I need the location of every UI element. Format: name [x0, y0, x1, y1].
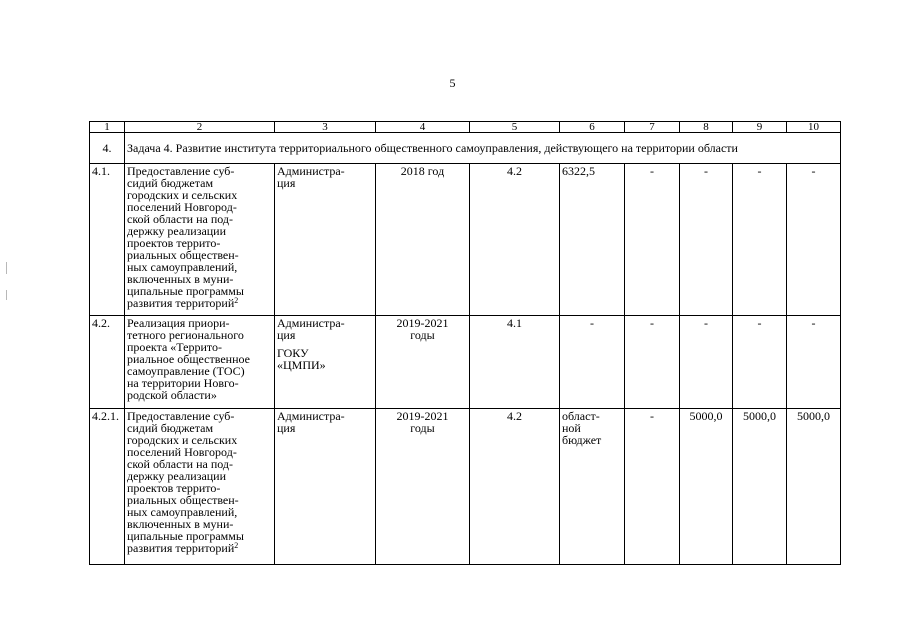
- column-header: 4: [376, 122, 470, 133]
- column-numbers-row: [90, 122, 841, 133]
- row-number: 4.2.1.: [90, 409, 125, 565]
- margin-mark: [6, 262, 7, 274]
- value-cell-10: -: [787, 316, 841, 409]
- indicator-cell: 4.2: [470, 164, 560, 316]
- row-number: 4.2.: [90, 316, 125, 409]
- executor: ГОКУ «ЦМПИ»: [277, 346, 326, 372]
- column-header: 1: [90, 122, 125, 133]
- period-cell: 2019-2021 годы: [376, 316, 470, 409]
- table-row: [90, 316, 841, 409]
- activity-name: [125, 316, 275, 409]
- source-cell: -: [560, 316, 625, 409]
- value-cell-9: -: [733, 164, 787, 316]
- value-cell-7: -: [625, 409, 680, 565]
- source-cell: 6322,5: [560, 164, 625, 316]
- value-cell-8: 5000,0: [680, 409, 733, 565]
- footnote-mark: 2: [234, 296, 239, 305]
- column-header: 2: [125, 122, 275, 133]
- period-cell: 2019-2021 годы: [376, 409, 470, 565]
- activity-name: [125, 164, 275, 316]
- column-header: 8: [680, 122, 733, 133]
- indicator-cell: 4.2: [470, 409, 560, 565]
- executor-cell: [275, 316, 376, 409]
- value-cell-8: -: [680, 316, 733, 409]
- activity-name-text: Реализация приори- тетного регионального проекта «Террито- риальное общественное самоуправление (ТОС) на территории Новго- родской области»: [127, 316, 250, 402]
- indicator-cell: 4.1: [470, 316, 560, 409]
- period-cell: 2018 год: [376, 164, 470, 316]
- activity-name-text: Предоставление суб- сидий бюджетам городских и сельских поселений Новгород- ской области на под- держку реализации проектов террито- риальных обществен- ных самоуправлений, включенных в муни- ципальные программы развития территорий: [127, 409, 244, 555]
- value-cell-10: -: [787, 164, 841, 316]
- task-number: 4.: [90, 133, 125, 164]
- value-cell-9: 5000,0: [733, 409, 787, 565]
- value-cell-7: -: [625, 164, 680, 316]
- row-number: 4.1.: [90, 164, 125, 316]
- page-number: 5: [449, 76, 456, 90]
- executor-cell: [275, 164, 376, 316]
- executor: Администра- ция: [277, 316, 345, 342]
- activity-name: [125, 409, 275, 565]
- activities-table: [89, 121, 841, 565]
- margin-mark: [6, 290, 7, 300]
- value-cell-8: -: [680, 164, 733, 316]
- column-header: 5: [470, 122, 560, 133]
- column-header: 3: [275, 122, 376, 133]
- column-header: 9: [733, 122, 787, 133]
- executor: Администра- ция: [277, 164, 345, 190]
- column-header: 6: [560, 122, 625, 133]
- column-header: 7: [625, 122, 680, 133]
- source-cell: област- ной бюджет: [560, 409, 625, 565]
- value-cell-10: 5000,0: [787, 409, 841, 565]
- footnote-mark: 2: [234, 541, 239, 550]
- executor: Администра- ция: [277, 409, 345, 435]
- value-cell-7: -: [625, 316, 680, 409]
- table-row: [90, 164, 841, 316]
- value-cell-9: -: [733, 316, 787, 409]
- executor-cell: [275, 409, 376, 565]
- column-header: 10: [787, 122, 841, 133]
- table-row: [90, 409, 841, 565]
- activity-name-text: Предоставление суб- сидий бюджетам городских и сельских поселений Новгород- ской области на под- держку реализации проектов террито- риальных обществен- ных самоуправлений, включенных в муни- ципальные программы развития территорий: [127, 164, 244, 310]
- task-row: [90, 133, 841, 164]
- task-title: Задача 4. Развитие института территориального общественного самоуправления, действующего на территории области: [125, 133, 841, 164]
